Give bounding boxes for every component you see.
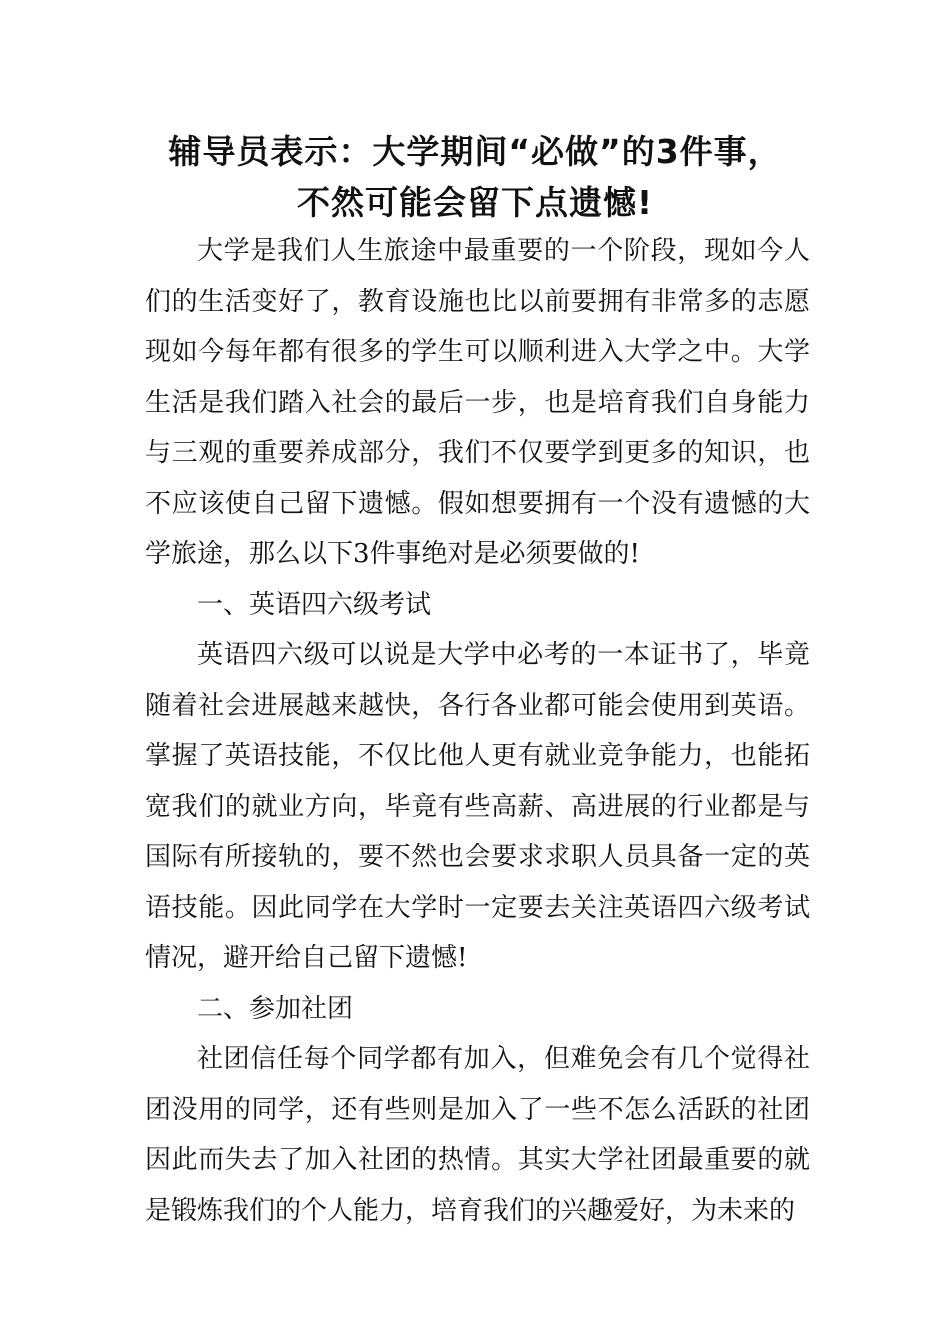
body-paragraph-english-exam: 英语四六级可以说是大学中必考的一本证书了，毕竟随着社会进展越来越快，各行各业都可能会使用到英语。掌握了英语技能，不仅比他人更有就业竞争能力，也能拓宽我们的就业方向，毕竟有些高薪、高进展的行业都是与国际有所接轨的，要不然也会要求求职人员具备一定的英语技能。因此同学在大学时一定要去关注英语四六级考试情况，避开给自己留下遗憾!: [145, 640, 810, 973]
body-paragraph-intro: 大学是我们人生旅途中最重要的一个阶段，现如今人们的生活变好了，教育设施也比以前要拥有非常多的志愿现如今每年都有很多的学生可以顺利进入大学之中。大学生活是我们踏入社会的最后一步，也是培育我们自身能力与三观的重要养成部分，我们不仅要学到更多的知识，也不应该使自己留下遗憾。假如想要拥有一个没有遗憾的大学旅途，那么以下3件事绝对是必须要做的!: [145, 236, 810, 569]
section-heading-clubs: 二、参加社团: [197, 993, 354, 1024]
document-title-line1: 辅导员表示：大学期间“必做”的3件事，: [168, 132, 782, 171]
section-heading-english-exam: 一、英语四六级考试: [197, 589, 432, 620]
document-title-line2: 不然可能会留下点遗憾!: [296, 183, 654, 222]
document-body: [145, 226, 810, 1236]
body-paragraph-clubs: 社团信任每个同学都有加入，但难免会有几个觉得社团没用的同学，还有些则是加入了一些不怎么活跃的社团因此而失去了加入社团的热情。其实大学社团最重要的就是锻炼我们的个人能力，培育我们的兴趣爱好，为未来的: [145, 1044, 810, 1226]
